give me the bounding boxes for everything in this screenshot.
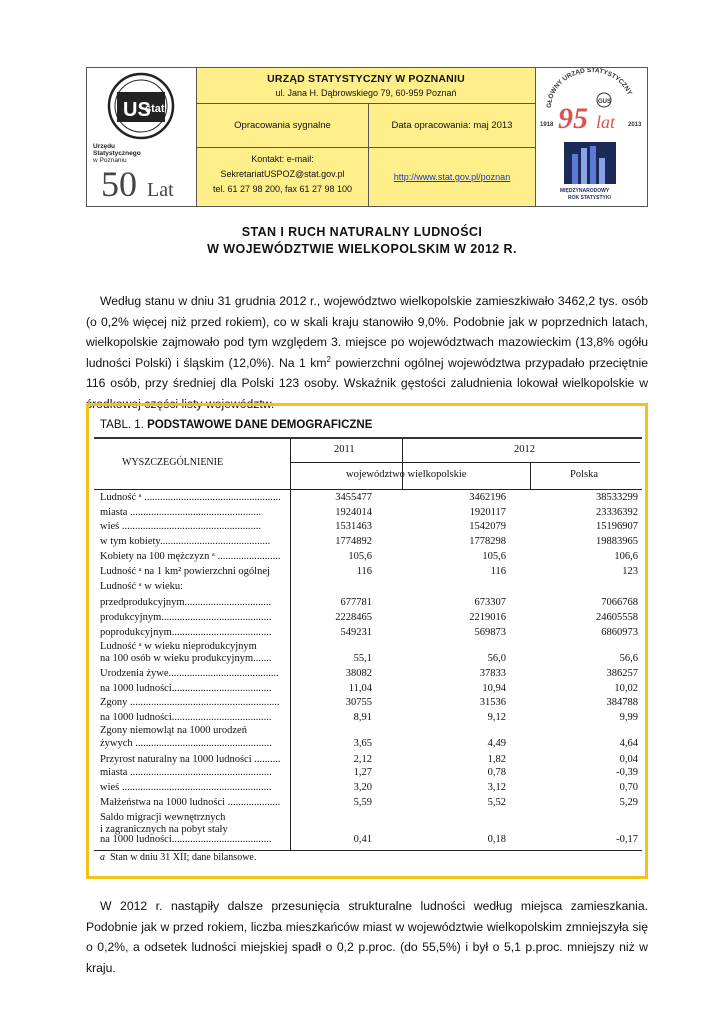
table-cell-v2: 9,12 [487, 712, 506, 723]
gus-mark: GUS [598, 99, 612, 105]
table-cell-v3: 7066768 [601, 597, 638, 608]
table-cell-v1: 38082 [345, 668, 372, 679]
table-cell-v3: 4,64 [619, 738, 638, 749]
head-country: Polska [570, 469, 599, 480]
ninety-five-lat: lat [596, 112, 616, 132]
footnote-mark: a [100, 852, 105, 863]
table-row-label: Saldo migracji wewnętrznych [100, 812, 226, 823]
table-cell-v1: 105,6 [348, 551, 372, 562]
series-cell [197, 104, 369, 148]
table-footnote [100, 852, 256, 863]
date-cell [369, 104, 535, 148]
us-logo-icon [87, 68, 195, 206]
logo-line-3: w Poznaniu [93, 157, 127, 164]
url-cell [369, 148, 535, 206]
table-cell-v2: 1,82 [487, 754, 506, 765]
header-box [86, 67, 648, 207]
logo-line-1: Urzędu [93, 143, 116, 150]
table-row-label: Kobiety na 100 mężczyzn ᵃ ........................ [100, 551, 281, 562]
table-cell-v2: 116 [490, 566, 506, 577]
table-row-label: na 1000 ludności...................................... [100, 834, 272, 845]
intro-sup: 2 [326, 354, 331, 364]
table-cell-v1: 1531463 [335, 521, 372, 532]
head-region: województwo wielkopolskie [346, 469, 467, 480]
contact-email[interactable]: SekretariatUSPOZ@stat.gov.pl [220, 169, 345, 179]
table-cell-v3: 384788 [606, 697, 638, 708]
table-cell-v2: 569873 [474, 627, 506, 638]
table-cell-v2: 105,6 [482, 551, 506, 562]
series-label: Opracowania sygnalne [234, 120, 331, 131]
head-divider-v1 [290, 439, 292, 489]
us-letters: US [123, 99, 151, 121]
table-cell-v2: 1920117 [469, 507, 506, 518]
table-cell-v2: 10,94 [482, 683, 506, 694]
table-cell-v2: 0,78 [487, 767, 506, 778]
head-year-2011: 2011 [334, 444, 355, 455]
table-row-label: przedprodukcyjnym................................. [100, 597, 272, 608]
table-cell-v2: 37833 [479, 668, 506, 679]
table-row-label: Małżeństwa na 1000 ludności .................... [100, 797, 281, 808]
table-cell-v3: 0,70 [619, 782, 638, 793]
table-cell-v2: 1778298 [469, 536, 506, 547]
table-row-label: Ludność ᵃ .................................................... [100, 492, 281, 503]
table-cell-v2: 56,0 [487, 653, 506, 664]
intro-paragraph [86, 291, 648, 415]
table-row-label: Ludność ᵃ na 1 km² powierzchni ogólnej [100, 566, 270, 577]
table-cell-v2: 3462196 [469, 492, 506, 503]
table-caption [100, 419, 372, 431]
table-cell-v1: 55,1 [353, 653, 372, 664]
table-row-label: miasta .................................................. [100, 507, 262, 518]
contact-label: Kontakt: e-mail: [251, 154, 314, 164]
head-divider-v3 [530, 462, 532, 489]
table-row-label: wieś ..................................................... [100, 521, 261, 532]
table-row-label: na 1000 ludności...................................... [100, 712, 272, 723]
year-end: 2013 [628, 122, 642, 128]
us-poznan-logo [87, 68, 197, 206]
office-name: URZĄD STATYSTYCZNY W POZNANIU [267, 73, 465, 85]
office-address: ul. Jana H. Dąbrowskiego 79, 60-959 Poznań [275, 88, 457, 98]
table-cell-v3: 123 [622, 566, 638, 577]
intro-text-a: Według stanu w dniu 31 grudnia 2012 r., województwo wielkopolskie zamieszkiwało 3462,2 tys. osób (o 0,2% więcej niż przed rokiem), co w skali kraju stanowiło 9,0%. Podobnie jak w poprzednich latach, wielkopolskie zajmowało pod tym względem 3. miejsce po województwach mazowieckim (13,8% ogółu ludności Polski) i śląskim (12,0%). Na 1 km [86, 294, 648, 370]
table-title: PODSTAWOWE DANE DEMOGRAFICZNE [147, 419, 373, 431]
table-cell-v3: 106,6 [614, 551, 638, 562]
table-cell-v3: 56,6 [619, 653, 638, 664]
table-cell-v1: 1,27 [353, 767, 372, 778]
table-row-label: Zgony niemowląt na 1000 urodzeń [100, 725, 247, 736]
footnote-text: Stan w dniu 31 XII; dane bilansowe. [110, 852, 257, 863]
table-top-rule [94, 437, 642, 439]
table-cell-v1: 2228465 [335, 612, 372, 623]
outro-paragraph [86, 896, 648, 978]
table-row-label: Urodzenia żywe.......................................... [100, 668, 279, 679]
table-cell-v1: 3455477 [335, 492, 372, 503]
head-year-2012: 2012 [514, 444, 535, 455]
table-cell-v1: 11,04 [348, 683, 372, 694]
table-cell-v3: 386257 [606, 668, 638, 679]
table-cell-v2: 673307 [474, 597, 506, 608]
table-row-label: miasta ...................................................... [100, 767, 272, 778]
stat-letters: stat [145, 103, 165, 115]
ninety-five: 95 [558, 102, 588, 135]
table-cell-v3: 10,02 [614, 683, 638, 694]
table-cell-v1: 5,59 [353, 797, 372, 808]
table-cell-v1: 0,41 [353, 834, 372, 845]
head-divider-h1 [290, 462, 640, 464]
table-row-label: na 100 osób w wieku produkcyjnym....... [100, 653, 272, 664]
intl-year-line1: MIĘDZYNARODOWY [560, 188, 610, 194]
table-cell-v3: 19883965 [596, 536, 638, 547]
table-cell-v3: 5,29 [619, 797, 638, 808]
table-row-label: wieś ......................................................... [100, 782, 272, 793]
table-cell-v3: 23336392 [596, 507, 638, 518]
office-cell [197, 68, 535, 104]
table-cell-v3: 0,04 [619, 754, 638, 765]
outro-text: W 2012 r. nastąpiły dalsze przesunięcia strukturalne ludności według miejsca zamieszkania. Podobnie jak w przed rokiem, liczba mieszkańców miast w województwie wielkopolskim zmniejszyła się o 0,2%, a odsetek ludności miejskiej spadł o 0,2 p.proc. (do 55,5%) i był o 5,1 p.proc. mniejszy niż w kraju. [86, 899, 648, 975]
table-cell-v1: 1924014 [335, 507, 372, 518]
table-cell-v1: 8,91 [353, 712, 372, 723]
table-row-label: i zagranicznych na pobyt stały [100, 824, 228, 835]
table-row-label: żywych .................................................... [100, 738, 272, 749]
table-cell-v2: 31536 [479, 697, 506, 708]
table-cell-v3: 38533299 [596, 492, 638, 503]
gus-ring-text: GŁÓWNY URZĄD STATYSTYCZNY [545, 68, 634, 109]
contact-cell [197, 148, 369, 206]
table-row-label: produkcyjnym.......................................... [100, 612, 272, 623]
table-cell-v3: 15196907 [596, 521, 638, 532]
table-cell-v1: 677781 [340, 597, 372, 608]
table-cell-v1: 116 [356, 566, 372, 577]
logo-lat: Lat [147, 179, 174, 201]
table-row-label: poprodukcyjnym...................................... [100, 627, 272, 638]
head-bottom-rule [94, 489, 642, 491]
table-cell-v2: 5,52 [487, 797, 506, 808]
doc-title-line1: STAN I RUCH NATURALNY LUDNOŚCI [241, 225, 483, 239]
table-cell-v3: -0,39 [616, 767, 638, 778]
date-label: Data opracowania: maj 2013 [391, 120, 513, 131]
year-start: 1918 [540, 122, 554, 128]
table-row-label: Przyrost naturalny na 1000 ludności .......... [100, 754, 281, 765]
gus-95-logo-icon [536, 68, 646, 206]
table-row-label: na 1000 ludności...................................... [100, 683, 272, 694]
head-label: WYSZCZEGÓLNIENIE [122, 457, 224, 468]
intl-year-line2: ROK STATYSTYKI [568, 195, 611, 201]
head-divider-v2 [402, 439, 404, 489]
table-row-label: Ludność ᵃ w wieku nieprodukcyjnym [100, 641, 257, 652]
table-cell-v2: 2219016 [469, 612, 506, 623]
table-cell-v2: 0,18 [487, 834, 506, 845]
table-number: TABL. 1. [100, 419, 144, 431]
table-cell-v1: 2,12 [353, 754, 372, 765]
table-cell-v1: 3,65 [353, 738, 372, 749]
body-divider-v1 [290, 489, 292, 850]
table-row-label: Zgony ......................................................... [100, 697, 280, 708]
table-cell-v1: 30755 [345, 697, 372, 708]
intro-text-b: powierzchni ogólnej województwa przypadało przeciętnie 116 osób, przy średniej dla Polski 123 osoby. Wskaźnik gęstości zaludnienia lokował wielkopolskie w środkowej części listy województw. [86, 355, 648, 411]
table-cell-v2: 3,12 [487, 782, 506, 793]
table-cell-v2: 4,49 [487, 738, 506, 749]
logo-fifty: 50 [101, 164, 137, 204]
website-link[interactable]: http://www.stat.gov.pl/poznan [393, 172, 511, 182]
table-cell-v1: 549231 [340, 627, 372, 638]
table-cell-v3: 9,99 [619, 712, 638, 723]
table-row-label: w tym kobiety.......................................... [100, 536, 271, 547]
gus-logos [535, 68, 647, 206]
table-cell-v3: -0,17 [616, 834, 638, 845]
logo-line-2: Statystycznego [93, 150, 141, 157]
doc-title-line2: W WOJEWÓDZTWIE WIELKOPOLSKIM W 2012 R. [207, 242, 517, 256]
table-cell-v1: 3,20 [353, 782, 372, 793]
table-cell-v3: 6860973 [601, 627, 638, 638]
table-row-label: Ludność ᵃ w wieku: [100, 581, 184, 592]
table-cell-v3: 24605558 [596, 612, 638, 623]
contact-phone: tel. 61 27 98 200, fax 61 27 98 100 [212, 184, 353, 194]
table-cell-v2: 1542079 [469, 521, 506, 532]
table-cell-v1: 1774892 [335, 536, 372, 547]
